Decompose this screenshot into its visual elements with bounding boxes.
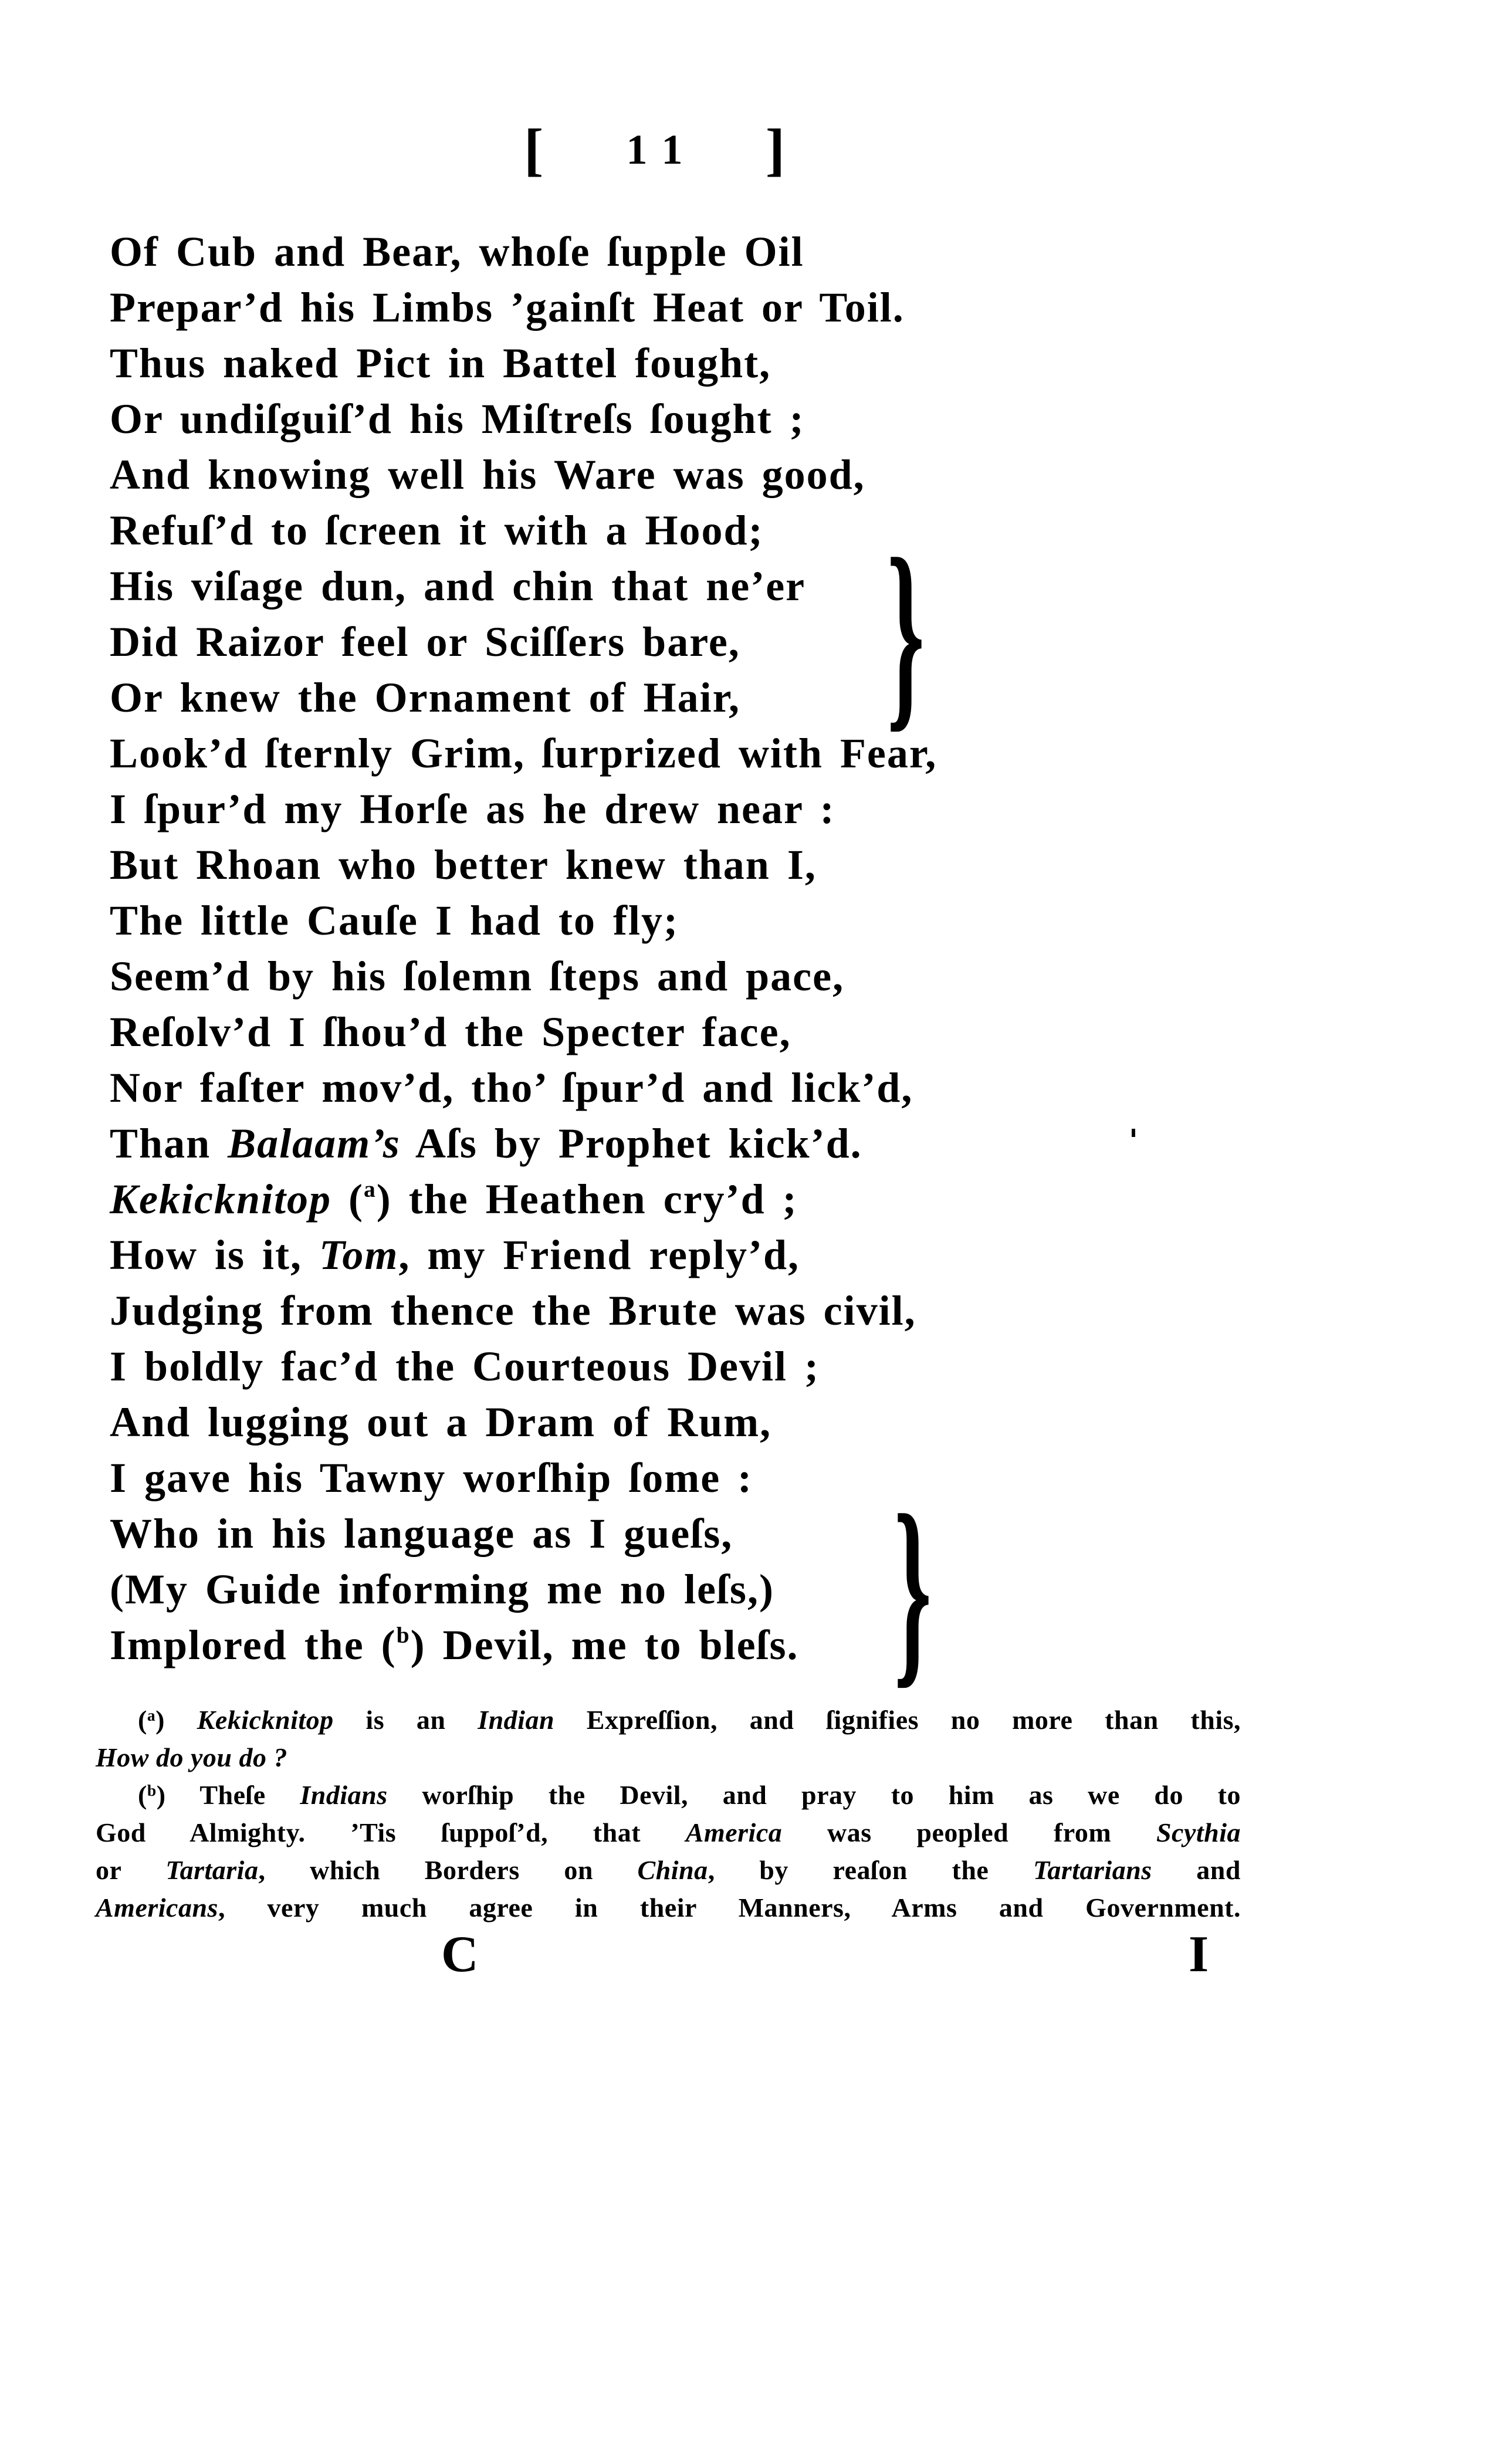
text-segment: I boldly fac’d the Courteous Devil ; <box>110 1343 820 1390</box>
text-segment: Nor faſter mov’d, tho’ ſpur’d and lick’d, <box>110 1064 913 1111</box>
text-segment: How do you do ? <box>96 1742 287 1772</box>
footnote-line <box>96 1889 1241 1927</box>
text-segment: How is it, <box>110 1231 320 1278</box>
poem-line <box>110 1283 1107 1339</box>
poem-line <box>110 1617 1107 1673</box>
text-segment: Who in his language as I gueſs, <box>110 1510 733 1557</box>
footnote-marker: a <box>147 1706 156 1724</box>
footnote-marker: b <box>147 1781 157 1799</box>
footnote-line <box>96 1814 1241 1852</box>
text-segment: And knowing well his Ware was good, <box>110 451 865 498</box>
text-segment: Refuſ’d to ſcreen it with a Hood; <box>110 507 764 554</box>
footnote-line <box>96 1852 1241 1889</box>
text-segment: Look’d ſternly Grim, ſurprized with Fear, <box>110 730 937 777</box>
text-segment: Tartaria <box>165 1855 259 1885</box>
poem-line <box>110 1227 1107 1283</box>
text-segment: Than <box>110 1120 228 1167</box>
text-segment: worſhip the Devil, and pray to him as we do to <box>387 1780 1241 1810</box>
poem-brace-upper: } <box>887 515 925 749</box>
text-segment: Indians <box>300 1780 388 1810</box>
text-segment: , which Borders on <box>258 1855 638 1885</box>
text-segment: Or undiſguiſ’d his Miſtreſs ſought ; <box>110 395 805 442</box>
text-segment: ( <box>138 1780 147 1810</box>
poem-line <box>110 1060 1107 1116</box>
text-segment: Aſs by Prophet kick’d. <box>400 1120 862 1167</box>
text-segment: ) <box>155 1705 197 1735</box>
poem-line <box>110 559 1107 614</box>
text-segment: was peopled from <box>782 1817 1156 1847</box>
footnote-line <box>96 1701 1241 1739</box>
poem-line <box>110 893 1107 949</box>
poem-line <box>110 1172 1107 1227</box>
text-segment: Expreſſion, and ſignifies no more than this, <box>554 1705 1241 1735</box>
poem-line <box>110 1450 1107 1506</box>
text-segment: Balaam’s <box>228 1120 401 1167</box>
footnote-marker: a <box>363 1176 377 1202</box>
poem-line <box>110 1562 1107 1617</box>
catchword: I <box>1189 1926 1209 1983</box>
poem-line <box>110 1004 1107 1060</box>
text-segment: Kekicknitop <box>197 1705 334 1735</box>
poem <box>110 224 1107 1673</box>
text-segment: Did Raizor feel or Sciſſers bare, <box>110 618 740 665</box>
poem-line <box>110 447 1107 503</box>
poem-line <box>110 1506 1107 1562</box>
text-segment: Reſolv’d I ſhou’d the Specter face, <box>110 1008 791 1055</box>
poem-line <box>110 224 1107 280</box>
text-segment: Thus naked Pict in Battel fought, <box>110 340 771 387</box>
poem-line <box>110 614 1107 670</box>
text-segment: I ſpur’d my Horſe as he drew near : <box>110 786 835 832</box>
text-segment: , by reaſon the <box>708 1855 1033 1885</box>
text-segment: His viſage dun, and chin that ne’er <box>110 563 806 610</box>
text-segment: , very much agree in their Manners, Arms and Government. <box>218 1893 1241 1923</box>
text-segment: And lugging out a Dram of Rum, <box>110 1399 772 1446</box>
text-segment: Or knew the Ornament of Hair, <box>110 674 740 721</box>
text-segment: Of Cub and Bear, whoſe ſupple Oil <box>110 228 804 275</box>
text-segment: Kekicknitop <box>110 1176 331 1223</box>
poem-line <box>110 726 1107 781</box>
text-segment: Implored the ( <box>110 1622 397 1668</box>
text-segment: Prepar’d his Limbs ’gainſt Heat or Toil. <box>110 284 905 331</box>
text-segment: Scythia <box>1156 1817 1241 1847</box>
footnote-line <box>96 1739 1241 1776</box>
text-segment: ( <box>138 1705 147 1735</box>
poem-brace-lower: } <box>894 1471 932 1705</box>
poem-line <box>110 781 1107 837</box>
text-segment: Indian <box>478 1705 555 1735</box>
text-segment: ( <box>331 1176 364 1223</box>
poem-line <box>110 949 1107 1004</box>
poem-line <box>110 1339 1107 1395</box>
poem-line <box>110 670 1107 726</box>
text-segment: , my Friend reply’d, <box>398 1231 800 1278</box>
footnote-line <box>96 1776 1241 1814</box>
poem-line <box>110 1116 1107 1172</box>
text-segment: I gave his Tawny worſhip ſome : <box>110 1454 753 1501</box>
text-segment: Seem’d by his ſolemn ſteps and pace, <box>110 953 845 1000</box>
signature-mark: C <box>441 1926 479 1983</box>
text-segment: God Almighty. ’Tis ſuppoſ’d, that <box>96 1817 686 1847</box>
text-segment: Judging from thence the Brute was civil, <box>110 1287 916 1334</box>
text-segment: ) Theſe <box>156 1780 300 1810</box>
text-segment: or <box>96 1855 166 1885</box>
text-segment: Tartarians <box>1033 1855 1152 1885</box>
poem-line <box>110 1395 1107 1450</box>
header-open-bracket: [ <box>524 117 544 182</box>
text-segment: America <box>685 1817 783 1847</box>
poem-line <box>110 391 1107 447</box>
text-segment: ) the Heathen cry’d ; <box>376 1176 798 1223</box>
text-segment: Americans <box>96 1893 218 1923</box>
page-number: 11 <box>626 126 699 173</box>
text-segment: and <box>1152 1855 1241 1885</box>
page-header <box>524 117 785 182</box>
text-segment: But Rhoan who better knew than I, <box>110 841 817 888</box>
text-segment: (My Guide informing me no leſs,) <box>110 1566 774 1613</box>
text-segment: Tom <box>319 1231 399 1278</box>
ink-artifact <box>1132 1129 1135 1137</box>
text-segment: China <box>637 1855 708 1885</box>
poem-line <box>110 837 1107 893</box>
header-close-bracket: ] <box>765 117 785 182</box>
text-segment: ) Devil, me to bleſs. <box>410 1622 799 1668</box>
text-segment: The little Cauſe I had to fly; <box>110 897 679 944</box>
poem-line <box>110 336 1107 391</box>
poem-line <box>110 280 1107 336</box>
poem-line <box>110 503 1107 559</box>
footnotes <box>96 1701 1241 1927</box>
footnote-marker: b <box>396 1622 411 1648</box>
text-segment: is an <box>333 1705 478 1735</box>
